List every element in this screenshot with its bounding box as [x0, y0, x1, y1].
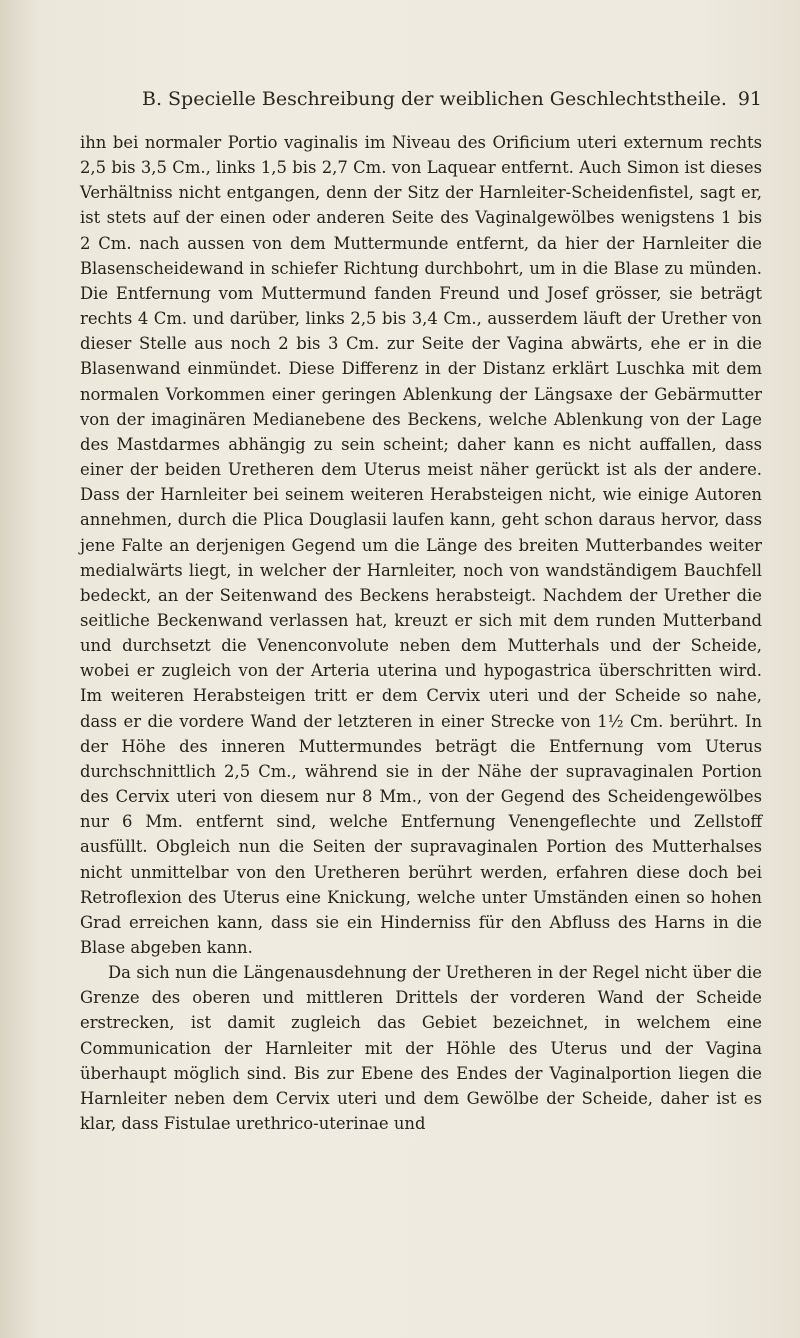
- paragraph-1: ihn bei normaler Portio vaginalis im Niveau des Orificium uteri externum rechts 2,5 bis 3,5 Cm., links 1,5 bis 2,7 Cm. von Laquear entfernt. Auch Simon ist dieses Verhältniss nicht entgangen, denn der Sitz der Harnleiter-Scheidenfistel, sagt er, ist stets auf der einen oder anderen Seite des Vaginalgewölbes wenigstens 1 bis 2 Cm. nach aussen von dem Muttermunde entfernt, da hier der Harnleiter die Blasenscheidewand in schiefer Richtung durchbohrt, um in die Blase zu münden. Die Entfernung vom Muttermund fanden Freund und Josef grösser, sie beträgt rechts 4 Cm. und darüber, links 2,5 bis 3,4 Cm., ausserdem läuft der Urether von dieser Stelle aus noch 2 bis 3 Cm. zur Seite der Vagina abwärts, ehe er in die Blasenwand einmündet. Diese Differenz in der Distanz erklärt Luschka mit dem normalen Vorkommen einer geringen Ablenkung der Längsaxe der Gebärmutter von der imaginären Medianebene des Beckens, welche Ablenkung von der Lage des Mastdarmes abhängig zu sein scheint; daher kann es nicht auffallen, dass einer der beiden Uretheren dem Uterus meist näher gerückt ist als der andere. Dass der Harnleiter bei seinem weiteren Herabsteigen nicht, wie einige Autoren annehmen, durch die Plica Douglasii laufen kann, geht schon daraus hervor, dass jene Falte an derjenigen Gegend um die Länge des breiten Mutterbandes weiter medialwärts liegt, in welcher der Harnleiter, noch von wandständigem Bauchfell bedeckt, an der Seitenwand des Beckens herabsteigt. Nachdem der Urether die seitliche Beckenwand verlassen hat, kreuzt er sich mit dem runden Mutterband und durchsetzt die Venenconvolute neben dem Mutterhals und der Scheide, wobei er zugleich von der Arteria uterina und hypogastrica überschritten wird. Im weiteren Herabsteigen tritt er dem Cervix uteri und der Scheide so nahe, dass er die vordere Wand der letzteren in einer Strecke von 1½ Cm. berührt. In der Höhe des inneren Muttermundes beträgt die Entfernung vom Uterus durchschnittlich 2,5 Cm., während sie in der Nähe der supravaginalen Portion des Cervix uteri von diesem nur 8 Mm., von der Gegend des Scheidengewölbes nur 6 Mm. entfernt sind, welche Entfernung Venengeflechte und Zellstoff ausfüllt. Obgleich nun die Seiten der supravaginalen Portion des Mutterhalses nicht unmittelbar von den Uretheren berührt werden, erfahren diese doch bei Retroflexion des Uterus eine Knickung, welche unter Umständen einen so hohen Grad erreichen kann, dass sie ein Hinderniss für den Abfluss des Harns in die Blase abgeben kann.: [80, 133, 762, 957]
- running-header: [142, 88, 762, 118]
- page-number: 91: [737, 88, 762, 110]
- body-text: [80, 130, 762, 1136]
- running-title: B. Specielle Beschreibung der weiblichen Geschlechtstheile.: [142, 88, 727, 110]
- paragraph-2: Da sich nun die Längenausdehnung der Uretheren in der Regel nicht über die Grenze des oberen und mittleren Drittels der vorderen Wand der Scheide erstrecken, ist damit zugleich das Gebiet bezeichnet, in welchem eine Communication der Harnleiter mit der Höhle des Uterus und der Vagina überhaupt möglich sind. Bis zur Ebene des Endes der Vaginalportion liegen die Harnleiter neben dem Cervix uteri und dem Gewölbe der Scheide, daher ist es klar, dass Fistulae urethrico-uterinae und: [80, 963, 762, 1134]
